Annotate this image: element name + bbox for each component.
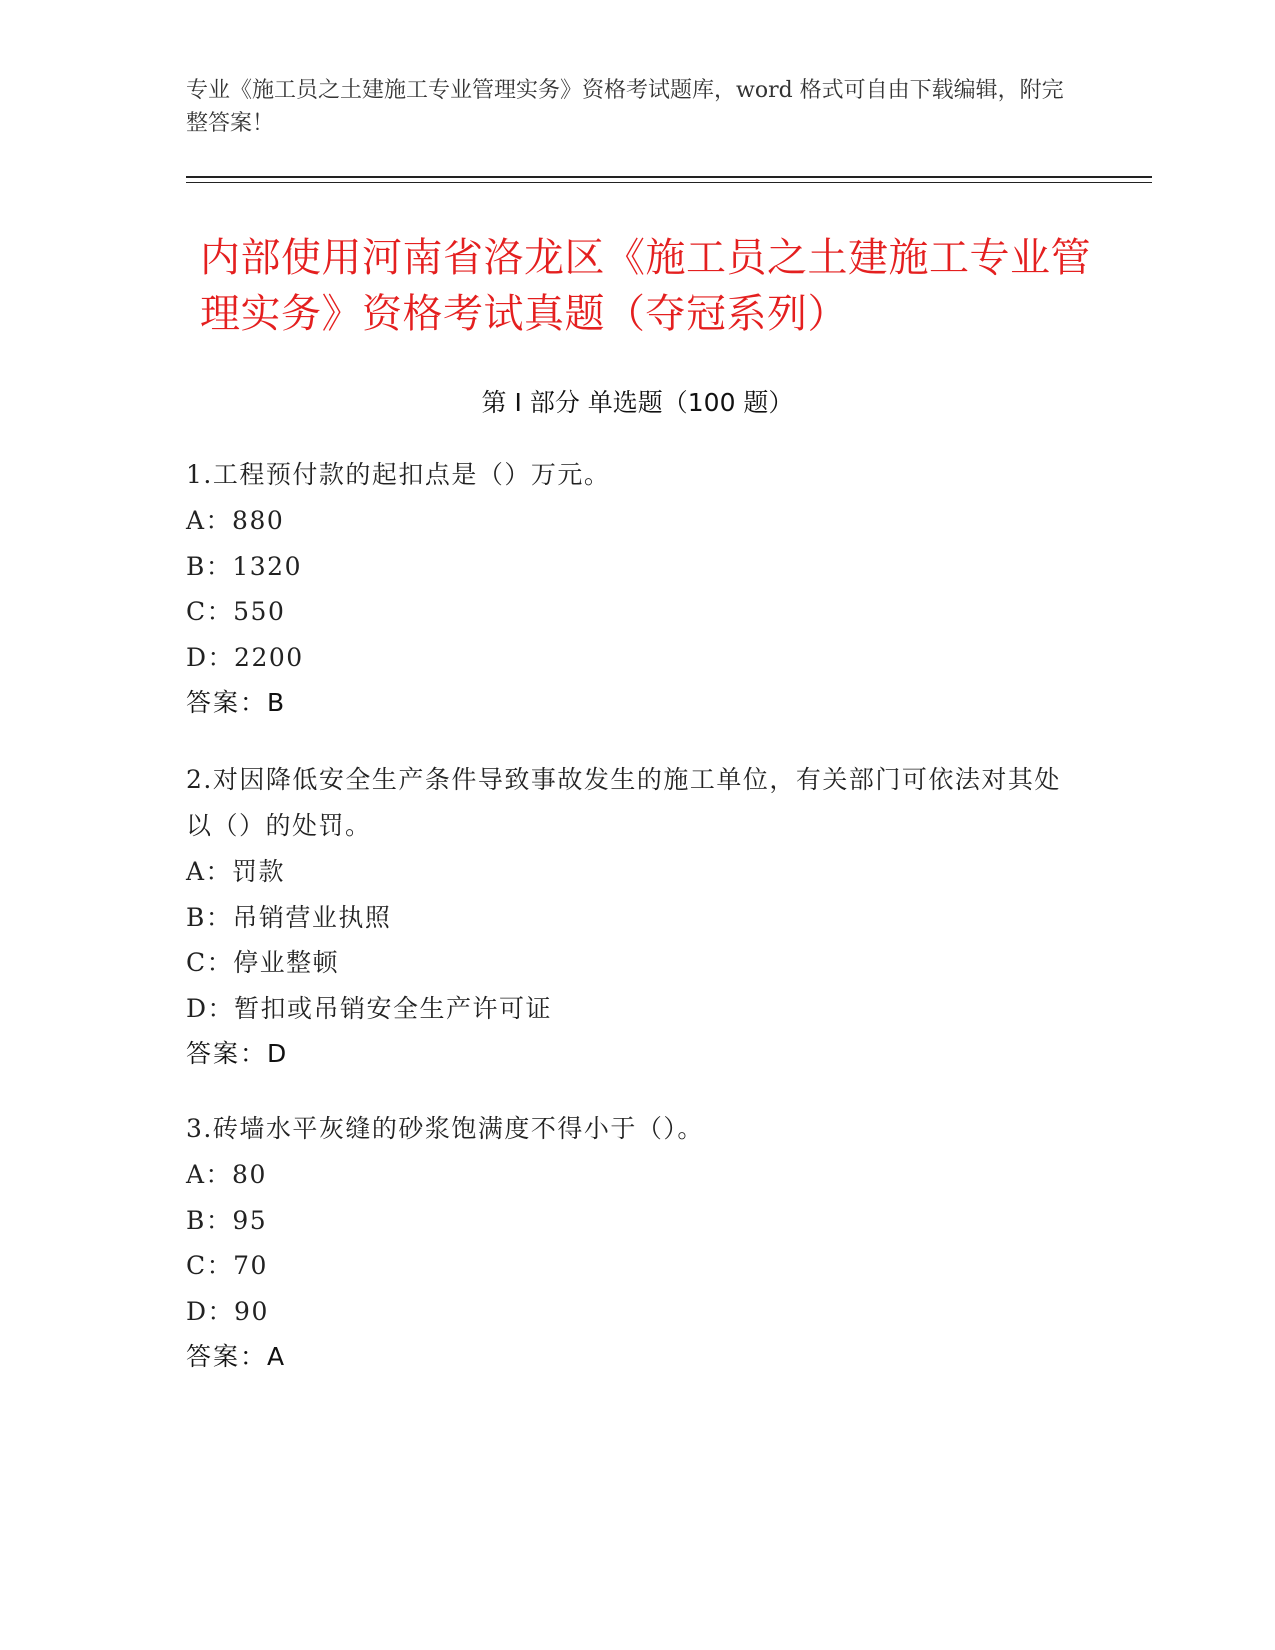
option-a: A：罚款	[186, 857, 286, 886]
answer-value: B	[267, 688, 285, 717]
answer-label: 答案：	[186, 1342, 268, 1371]
question-item	[186, 1106, 1066, 1379]
answer-label: 答案：	[186, 688, 268, 717]
option-c: C：停业整顿	[186, 948, 340, 977]
answer-value: A	[267, 1342, 285, 1371]
answer-line	[186, 1031, 1066, 1076]
header-note: 专业《施工员之土建施工专业管理实务》资格考试题库，word 格式可自由下载编辑，附完整答案！	[186, 78, 1064, 136]
option-c: C：70	[186, 1251, 268, 1280]
option-b: B：1320	[186, 551, 302, 581]
option-d: D：暂扣或吊销安全生产许可证	[186, 993, 553, 1023]
answer-label: 答案：	[186, 1039, 268, 1068]
header-divider-thick	[186, 176, 1152, 178]
header-divider-thin	[186, 182, 1152, 183]
option-a: A：80	[186, 1160, 267, 1189]
question-stem: 1.工程预付款的起扣点是（）万元。	[186, 460, 611, 489]
answer-line	[186, 1334, 1066, 1379]
question-item	[186, 452, 1066, 725]
option-b: B：吊销营业执照	[186, 902, 392, 932]
option-d: D：2200	[186, 642, 304, 672]
question-stem: 2.对因降低安全生产条件导致事故发生的施工单位，有关部门可依法对其处以（）的处罚。	[186, 765, 1061, 840]
question-stem: 3.砖墙水平灰缝的砂浆饱满度不得小于（）。	[186, 1114, 704, 1143]
option-a: A：880	[186, 506, 285, 535]
option-b: B：95	[186, 1205, 268, 1235]
document-title: 内部使用河南省洛龙区《施工员之土建施工专业管理实务》资格考试真题（夺冠系列）	[200, 235, 1091, 337]
section-title: 第 I 部分 单选题（100 题）	[481, 388, 794, 417]
answer-value: D	[267, 1039, 287, 1068]
answer-line	[186, 680, 1066, 725]
question-item	[186, 757, 1066, 1076]
option-c: C：550	[186, 597, 286, 626]
option-d: D：90	[186, 1296, 269, 1326]
